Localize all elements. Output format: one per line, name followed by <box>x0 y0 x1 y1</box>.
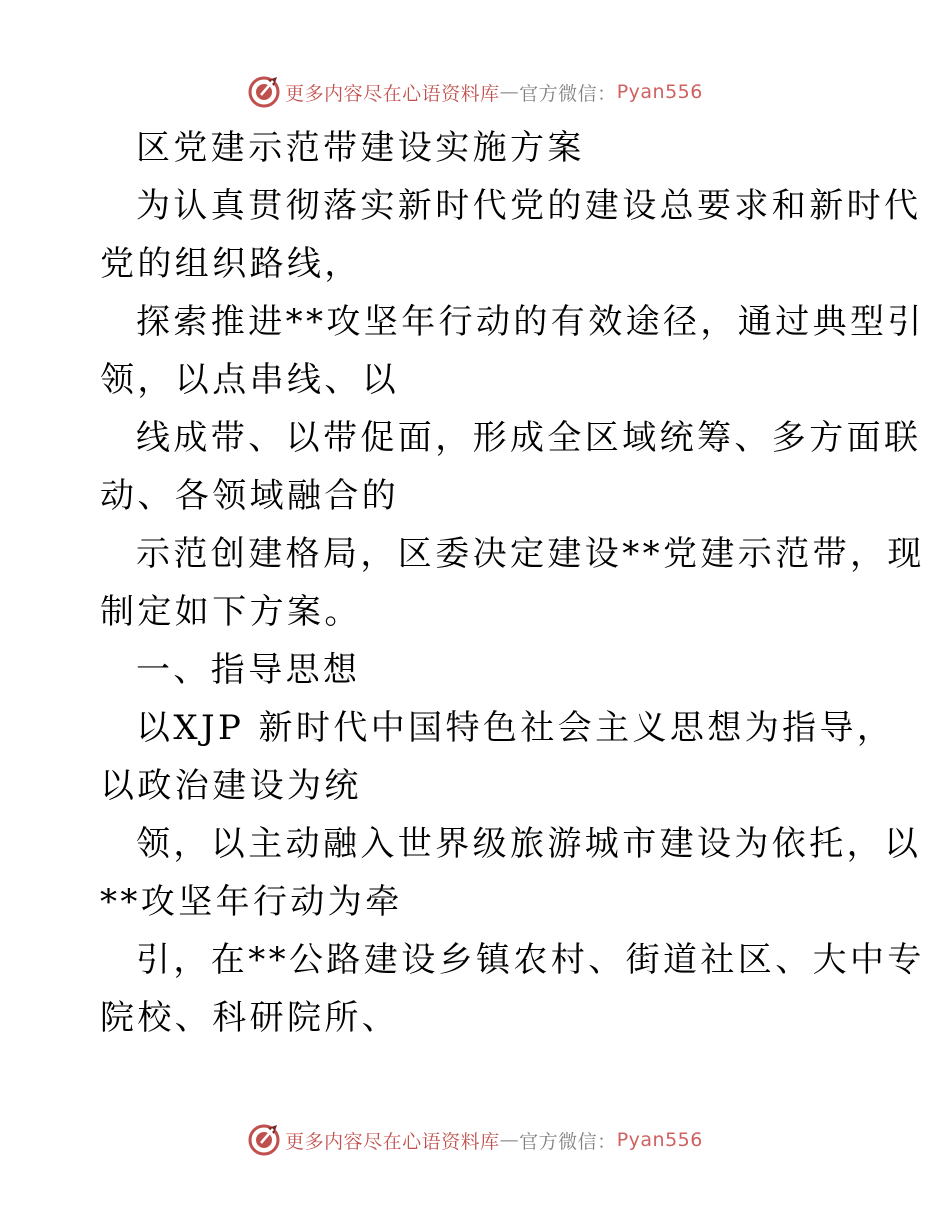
section-heading: 一、指导思想 <box>136 650 361 690</box>
paragraph-line: 示范创建格局，区委决定建设**党建示范带，现 <box>136 534 925 574</box>
banner-wechat-label: 官方微信： <box>519 82 617 105</box>
document-title: 区党建示范带建设实施方案 <box>136 128 585 168</box>
paragraph-line: **攻坚年行动为牵 <box>100 882 403 922</box>
banner-wechat-id: Pyan556 <box>616 1129 703 1151</box>
paragraph-line: 领，以主动融入世界级旅游城市建设为依托，以 <box>136 824 922 864</box>
banner-wechat-label: 官方微信： <box>519 1130 617 1153</box>
paragraph-line: 动、各领域融合的 <box>100 476 400 516</box>
banner-dash: — <box>499 81 520 103</box>
banner-dash: — <box>499 1129 520 1151</box>
paragraph-line: 以政治建设为统 <box>100 766 362 806</box>
banner-main-text: 更多内容尽在心语资料库 <box>285 1130 500 1153</box>
paragraph-line: 领，以点串线、以 <box>100 360 400 400</box>
banner-main-text: 更多内容尽在心语资料库 <box>285 82 500 105</box>
paragraph-line: 院校、科研院所、 <box>100 998 400 1038</box>
paragraph-line: 以XJP 新时代中国特色社会主义思想为指导， <box>136 708 895 748</box>
paragraph-line: 引，在**公路建设乡镇农村、街道社区、大中专 <box>136 940 925 980</box>
pen-logo-icon <box>247 75 281 109</box>
footer-banner <box>0 1120 950 1160</box>
paragraph-line: 党的组织路线， <box>100 244 362 284</box>
paragraph-line: 制定如下方案。 <box>100 592 362 632</box>
paragraph-line: 线成带、以带促面，形成全区域统筹、多方面联 <box>136 418 922 458</box>
paragraph-line: 探索推进**攻坚年行动的有效途径，通过典型引 <box>136 302 925 342</box>
paragraph-line: 为认真贯彻落实新时代党的建设总要求和新时代 <box>136 186 922 226</box>
header-banner <box>0 72 950 112</box>
banner-wechat-id: Pyan556 <box>616 81 703 103</box>
pen-logo-icon <box>247 1123 281 1157</box>
